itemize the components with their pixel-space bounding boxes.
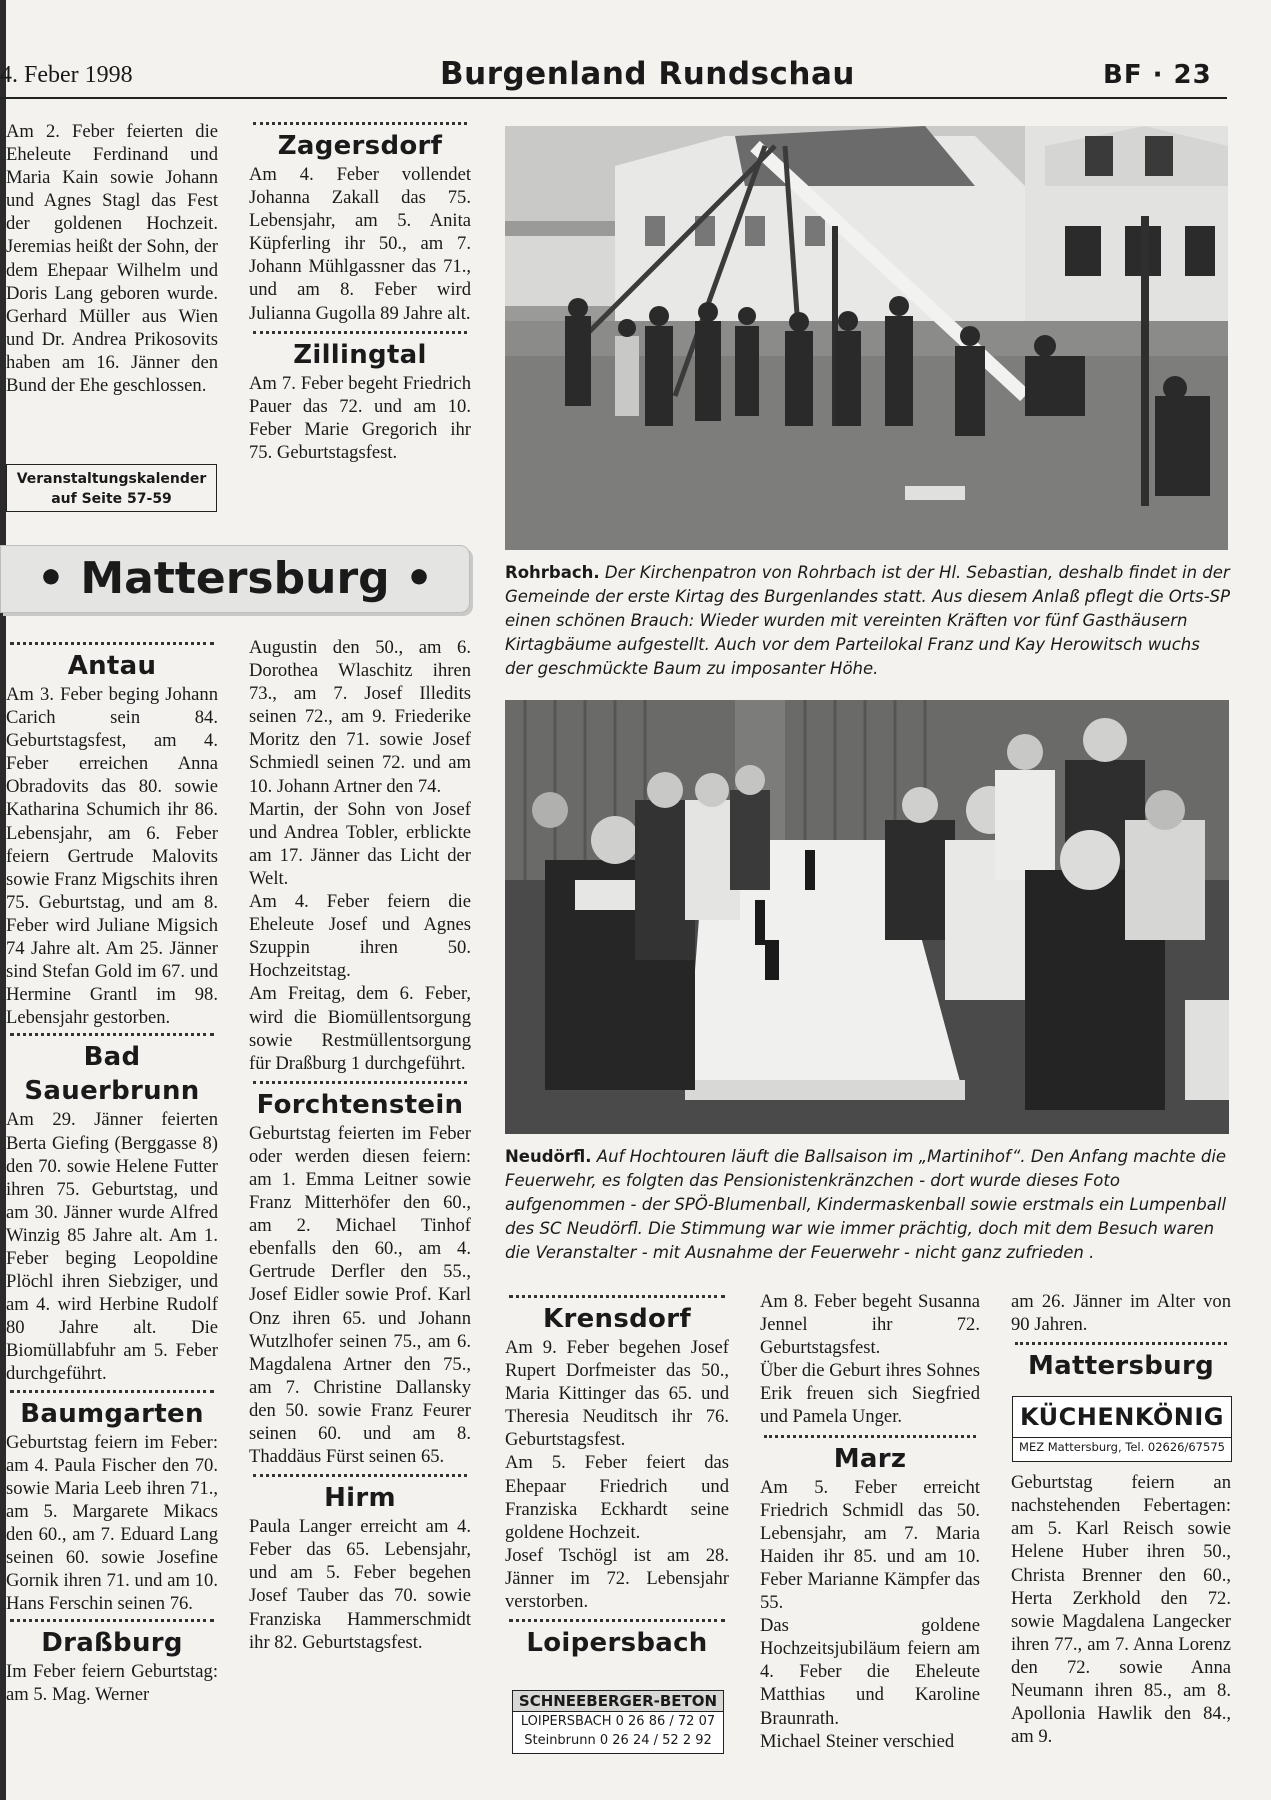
- photo-rohrbach: [505, 126, 1228, 550]
- text-mattersburg: Geburtstag feiern an nachstehenden Febertagen: am 5. Karl Reisch sowie Helene Huber ihren 50., Christa Brenner den 60., Herta Zerkhold den 72. sowie Magdalena Langecker ihren 77., am 7. Anna Lorenz den 72. sowie Anna Neumann ihren 85., am 8. Apollonia Hawlik den 84., am 9.: [1011, 1472, 1231, 1748]
- ad-schneeberger-line2: Steinbrunn 0 26 24 / 52 2 92: [524, 1733, 712, 1748]
- text-mattersburg-cont: Augustin den 50., am 6. Dorothea Wlaschitz ihren 73., am 7. Josef Illedits seinen 72., am 9. Friederike Moritz den 71. sowie Josef Schmiedl seinen 72. und am 10. Johann Artner den 74.: [249, 637, 471, 797]
- text-antau: Am 3. Feber beging Johann Carich sein 84. Geburtstagsfest, am 4. Feber erreichen Anna Obradovits das 80. sowie Katharina Schumich ihr 86. Lebensjahr, am 6. Feber feiern Gertrude Malovits sowie Franz Migschits ihren 75. Geburtstag, und am 8. Feber wird Juliane Migsich 74 Jahre alt. Am 25. Jänner sind Stefan Gold im 67. und Hermine Grantl im 98. Lebensjahr gestorben.: [6, 684, 218, 1029]
- text-drassburg: Im Feber feiern Geburtstag: am 5. Mag. Werner: [6, 1661, 218, 1706]
- text-krensdorf: Am 9. Feber begehen Josef Rupert Dorfmeister das 50., Maria Kittinger das 65. und Theresia Neuditsch ihr 76. Geburtstagsfest.: [505, 1337, 729, 1451]
- divider: [10, 1033, 214, 1036]
- col5: [1011, 1290, 1231, 1748]
- heading-baumgarten: Baumgarten: [20, 1398, 204, 1429]
- text-martin: Martin, der Sohn von Josef und Andrea Tobler, erblickte am 17. Jänner das Licht der Welt.: [249, 798, 471, 889]
- text-hirm: Paula Langer erreicht am 4. Feber das 65. Lebensjahr, und am 5. Feber begehen Josef Tauber das 70. sowie Franziska Hammerschmidt ihr 82. Geburtstagsfest.: [249, 1516, 471, 1653]
- heading-mattersburg: Mattersburg: [1027, 1351, 1215, 1382]
- caption-neudoerfl-text: Auf Hochtouren läuft die Ballsaison im „Martinihof“. Den Anfang machte die Feuerwehr, es folgten das Pensionistenkränzchen - dort wurde dieses Foto aufgenommen - der SPÖ-Blumenball, Kindermaskenball sowie erstmals ein Lumpenball des SC Neudörfl. Die Stimmung war wie immer prächtig, doch mit dem Besuch waren die Veranstalter - mit Ausnahme der Feuerwehr - nicht ganz zufrieden .: [505, 1147, 1227, 1262]
- newspaper-title: Burgenland Rundschau: [440, 56, 855, 92]
- text-erik: Über die Geburt ihres Sohnes Erik freuen sich Siegfried und Pamela Unger.: [760, 1360, 980, 1428]
- text-bad-sauerbrunn: Am 29. Jänner feierten Berta Giefing (Berggasse 8) den 70. sowie Helene Futter ihren 75. Geburtstag, und am 30. Jänner wurde Alfred Winzig 85 Jahre alt. Am 1. Feber beging Leopoldine Plöchl ihren Siebziger, und am 4. wird Herbine Rudolf 80 Jahre alt. Die Biomüllabfuhr am 5. Feber durchgeführt.: [6, 1109, 218, 1385]
- kalender-line1: Veranstaltungskalender: [16, 471, 207, 487]
- caption-rohrbach-text: Der Kirchenpatron von Rohrbach ist der Hl. Sebastian, deshalb findet in der Gemeinde der erste Kirtag des Burgenlandes statt. Aus diesem Anlaß pflegt die Orts-SP einen schönen Brauch: Wieder wurden mit vereinten Kräften vor fünf Gasthäusern Kirtagbäume aufgestellt. Auch vor dem Parteilokal Franz und Kay Herowitsch wuchs der geschmückte Baum zu imposanter Höhe.: [505, 563, 1231, 678]
- heading-loipersbach: Loipersbach: [526, 1628, 708, 1659]
- page-number: BF · 23: [1103, 60, 1212, 90]
- heading-krensdorf: Krensdorf: [543, 1304, 691, 1334]
- ad-schneeberger-line1: LOIPERSBACH 0 26 86 / 72 07: [520, 1714, 716, 1729]
- text-zillingtal: Am 7. Feber begeht Friedrich Pauer das 72. und am 10. Feber Marie Gregorich ihr 75. Geburtstagsfest.: [249, 372, 471, 463]
- col2-top: [249, 120, 471, 464]
- divider: [509, 1295, 725, 1298]
- ad-kuechenkoenig-name: KÜCHENKÖNIG: [1020, 1403, 1224, 1431]
- heading-hirm: Hirm: [324, 1483, 396, 1514]
- veranstaltungskalender-box: [6, 464, 217, 512]
- mattersburg-banner: • Mattersburg •: [0, 545, 470, 613]
- divider: [253, 1474, 467, 1477]
- text-baumgarten: Geburtstag feiern im Feber: am 4. Paula Fischer den 70. sowie Maria Leeb ihren 71., am 5. Margarete Mikacs den 60., am 7. Eduard Lang seinen 60. sowie Josefine Gornik ihren 71. und am 10. Hans Ferschin seinen 76.: [6, 1431, 218, 1615]
- header-rule: [0, 97, 1227, 99]
- caption-rohrbach-place: Rohrbach.: [505, 563, 600, 582]
- text-marz-2: Das goldene Hochzeitsjubiläum feiern am 4. Feber die Eheleute Matthias und Karoline Braunrath.: [760, 1615, 980, 1729]
- divider: [253, 1081, 467, 1084]
- divider: [509, 1619, 725, 1622]
- photo-neudoerfl-graphic: [505, 700, 1229, 1134]
- text-biomuell: Am Freitag, dem 6. Feber, wird die Biomüllentsorgung sowie Restmüllentsorgung für Draßburg 1 durchgeführt.: [249, 983, 471, 1074]
- caption-rohrbach: [505, 561, 1231, 681]
- text-jennel: Am 8. Feber begeht Susanna Jennel ihr 72. Geburtstagsfest.: [760, 1291, 980, 1359]
- heading-zillingtal: Zillingtal: [293, 339, 427, 370]
- col2-lower: [249, 636, 471, 1654]
- kalender-line2: auf Seite 57-59: [51, 491, 172, 507]
- divider: [10, 1390, 214, 1393]
- text-forchtenstein: Geburtstag feierten im Feber oder werden diesen feiern: am 1. Emma Leitner sowie Franz Mitterhöfer den 60., am 2. Michael Tinhof ebenfalls den 60., am 4. Gertrude Derfler den 55., Josef Eidler sowie Prof. Karl Onz ihren 65. und Johann Wutzlhofer seinen 75., am 6. Magdalena Artner den 75., am 7. Christine Dallansky den 50. sowie Franz Feurer seinen 60. und am 8. Thaddäus Fürst seinen 65.: [249, 1122, 471, 1468]
- photo-rohrbach-graphic: [505, 126, 1228, 550]
- divider: [10, 642, 214, 645]
- heading-bad-sauerbrunn: Bad Sauerbrunn: [24, 1042, 200, 1107]
- heading-forchtenstein: Forchtenstein: [256, 1089, 464, 1120]
- ad-kuechenkoenig-line: MEZ Mattersburg, Tel. 02626/67575: [1013, 1437, 1231, 1456]
- divider: [1015, 1342, 1227, 1345]
- divider: [253, 331, 467, 334]
- text-zagersdorf: Am 4. Feber vollendet Johanna Zakall das 75. Lebensjahr, am 5. Anita Küpferling ihr 50., am 7. Johann Mühlgassner das 71., und am 8. Feber wird Julianna Gugolla 89 Jahre alt.: [249, 164, 471, 324]
- photo-neudoerfl: [505, 700, 1229, 1134]
- text-marz-3: Michael Steiner verschied: [760, 1730, 955, 1752]
- col1-top-text: Am 2. Feber feierten die Eheleute Ferdinand und Maria Kain sowie Johann und Agnes Stagl das Fest der goldenen Hochzeit. Jeremias heißt der Sohn, der dem Ehepaar Wilhelm und Doris Lang geboren wurde. Gerhard Müller aus Wien und Dr. Andrea Prikosovits haben am 16. Jänner den Bund der Ehe geschlossen.: [6, 121, 218, 397]
- divider: [764, 1435, 976, 1438]
- heading-marz: Marz: [833, 1443, 907, 1474]
- heading-antau: Antau: [67, 651, 157, 681]
- text-krensdorf-2: Am 5. Feber feiert das Ehepaar Friedrich und Franziska Eckhardt seine goldene Hochzeit.: [505, 1452, 729, 1543]
- ad-schneeberger-name: SCHNEEBERGER-BETON: [513, 1691, 723, 1712]
- text-marz-cont: am 26. Jänner im Alter von 90 Jahren.: [1011, 1291, 1231, 1336]
- text-krensdorf-3: Josef Tschögl ist am 28. Jänner im 72. Lebensjahr verstorben.: [505, 1544, 729, 1613]
- text-marz: Am 5. Feber erreicht Friedrich Schmidl das 50. Lebensjahr, am 7. Maria Haiden ihr 85. und am 10. Feber Marianne Kämpfer das 55.: [760, 1476, 980, 1614]
- caption-neudoerfl: [505, 1145, 1231, 1265]
- divider: [10, 1619, 214, 1622]
- col1-top: [6, 120, 218, 397]
- heading-drassburg: Draßburg: [41, 1628, 183, 1659]
- text-szuppin: Am 4. Feber feiern die Eheleute Josef und Agnes Szuppin ihren 50. Hochzeitstag.: [249, 891, 471, 982]
- heading-zagersdorf: Zagersdorf: [277, 131, 443, 161]
- issue-date: 4. Feber 1998: [0, 62, 133, 88]
- caption-neudoerfl-place: Neudörfl.: [505, 1147, 592, 1166]
- col1-lower: [6, 640, 218, 1706]
- col3: [505, 1293, 729, 1660]
- ad-kuechenkoenig: [1012, 1396, 1232, 1462]
- col4: [760, 1290, 980, 1753]
- ad-schneeberger-beton: [512, 1690, 724, 1754]
- divider: [253, 122, 467, 125]
